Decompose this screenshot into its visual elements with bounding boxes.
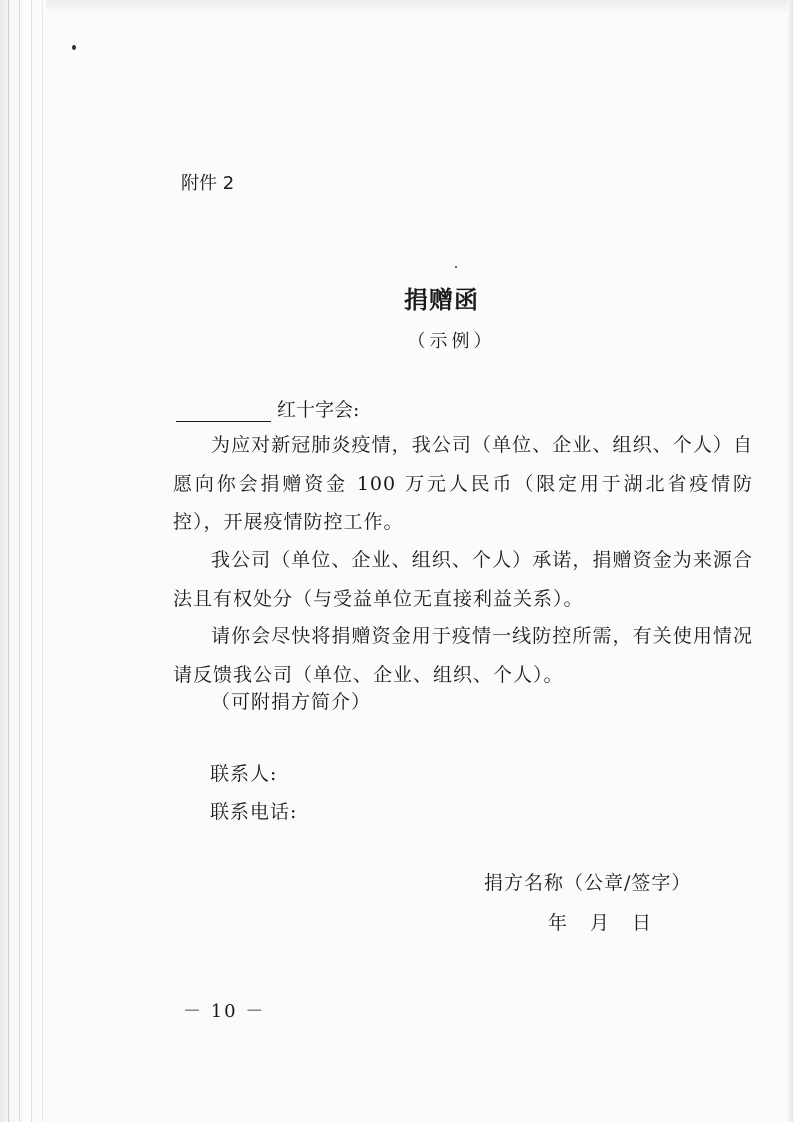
contact-person-label: 联系人:: [210, 763, 278, 785]
scan-edge-line: [8, 0, 9, 1122]
salutation-text: 红十字会:: [277, 399, 360, 421]
scan-speck: [455, 266, 457, 268]
paragraph-commitment: 我公司（单位、企业、组织、个人）承诺，捐赠资金为来源合法且有权处分（与受益单位无直接利益关系）。: [173, 549, 753, 610]
scan-shadow-right: [787, 0, 793, 1122]
scan-edge-line: [19, 0, 20, 1122]
paragraph-request-feedback: 请你会尽快将捐赠资金用于疫情一线防控所需，有关使用情况请反馈我公司（单位、企业、组织、个人）。: [173, 625, 753, 686]
salutation: [176, 398, 359, 422]
scan-edge-line: [42, 0, 43, 1122]
signature-date-label: 年 月 日: [548, 912, 654, 934]
letter-title: 捐赠函: [404, 286, 479, 314]
donor-name-signature-label: 捐方名称（公章/签字）: [484, 872, 692, 894]
scan-speck: [72, 45, 76, 50]
scan-shadow-top: [0, 0, 793, 14]
recipient-blank-line: [176, 403, 271, 422]
scan-edge-line: [31, 0, 32, 1122]
scan-shadow-left: [0, 0, 46, 1122]
contact-phone-label: 联系电话:: [210, 801, 298, 823]
letter-subtitle: （示例）: [407, 331, 496, 352]
paragraph-donor-intro-note: （可附捐方简介）: [211, 691, 372, 713]
attachment-label: 附件 2: [181, 173, 235, 194]
paragraph-donation-purpose: 为应对新冠肺炎疫情，我公司（单位、企业、组织、个人）自愿向你会捐赠资金 100 万元人民币（限定用于湖北省疫情防控），开展疫情防控工作。: [173, 434, 753, 533]
page-number: － 10 －: [183, 1001, 266, 1022]
